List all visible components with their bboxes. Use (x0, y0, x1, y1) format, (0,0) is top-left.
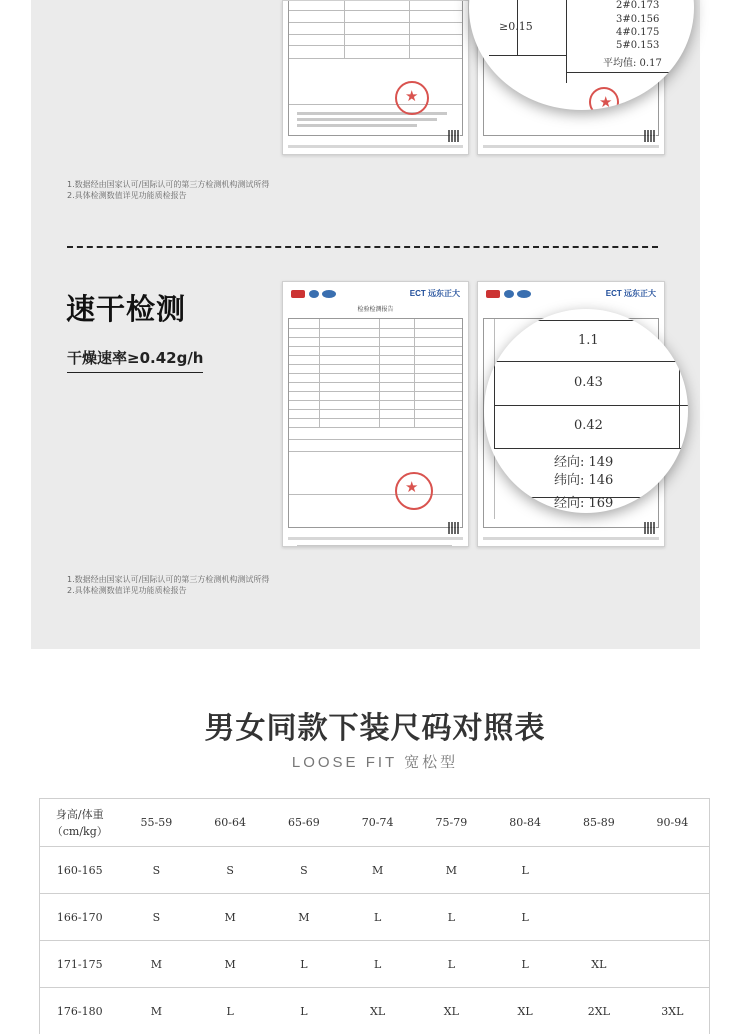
qr-code-icon (448, 522, 460, 534)
result-value-3: 0.42 (574, 418, 603, 433)
size-cell: XL (488, 988, 562, 1034)
weight-header: 60-64 (193, 799, 267, 847)
section-divider (67, 246, 658, 248)
cma-logo-icon (291, 290, 305, 298)
height-cell: 171-175 (40, 941, 120, 988)
ilac-logo-icon (322, 290, 336, 298)
size-cell: L (488, 894, 562, 941)
size-cell: L (341, 894, 415, 941)
size-cell: L (488, 847, 562, 894)
height-cell: 160-165 (40, 847, 120, 894)
size-cell (636, 941, 710, 988)
size-cell (636, 847, 710, 894)
size-cell: XL (341, 988, 415, 1034)
size-cell: M (120, 988, 194, 1034)
size-cell: 2XL (562, 988, 636, 1034)
height-cell: 166-170 (40, 894, 120, 941)
test-notes-quickdry: 1.数据经由国家认可/国际认可的第三方检测机构测试所得 2.具体检测数值详见功能质检报告 (67, 575, 270, 595)
size-cell: M (267, 894, 341, 941)
red-seal-stamp (395, 472, 433, 510)
report-heading: 检验检测报告 (357, 306, 394, 313)
size-cell (562, 894, 636, 941)
table-row (40, 894, 710, 941)
size-cell: L (267, 941, 341, 988)
size-chart-title: 男女同款下装尺码对照表 (204, 711, 546, 746)
table-row (40, 941, 710, 988)
size-chart-header-row (40, 799, 710, 847)
result-value-2: 0.43 (574, 375, 603, 390)
table-row (40, 847, 710, 894)
size-cell: XL (562, 941, 636, 988)
report-sheet-left-top (282, 0, 469, 155)
size-cell: L (267, 988, 341, 1034)
weight-header: 75-79 (415, 799, 489, 847)
size-cell: L (415, 941, 489, 988)
qr-code-icon (644, 522, 656, 534)
sample-value-4: 4#0.175 (616, 27, 660, 38)
sample-value-2: 2#0.173 (616, 0, 660, 11)
size-cell: S (193, 847, 267, 894)
size-cell: S (267, 847, 341, 894)
height-cell: 176-180 (40, 988, 120, 1034)
size-cell: L (193, 988, 267, 1034)
size-chart-corner: 身高/体重 （cm/kg） (40, 799, 120, 847)
average-value: 平均值: 0.17 (603, 58, 662, 69)
weight-header: 90-94 (636, 799, 710, 847)
weight-header: 80-84 (488, 799, 562, 847)
size-cell: M (341, 847, 415, 894)
size-cell (636, 894, 710, 941)
weight-header: 65-69 (267, 799, 341, 847)
ilac-logo-icon (517, 290, 531, 298)
size-cell: M (193, 894, 267, 941)
size-cell (562, 847, 636, 894)
cma-logo-icon (486, 290, 500, 298)
warp-value-cut: 经向: 169 (554, 496, 614, 511)
weft-value: 纬向: 146 (554, 473, 614, 488)
lab-logo: ECT 远东正大 (605, 289, 656, 298)
qr-code-icon (448, 130, 460, 142)
cnas-logo-icon (309, 290, 319, 298)
qr-code-icon (644, 130, 656, 142)
size-cell: 3XL (636, 988, 710, 1034)
table-row (40, 988, 710, 1034)
size-cell: M (415, 847, 489, 894)
lab-logo: ECT 远东正大 (409, 289, 460, 298)
warp-value: 经向: 149 (554, 455, 614, 470)
weight-header: 85-89 (562, 799, 636, 847)
magnifier-result-quickdry (484, 309, 688, 513)
drying-rate-label: 干燥速率≥0.42g/h (67, 347, 203, 373)
size-chart-subtitle: LOOSE FIT 宽松型 (291, 754, 459, 771)
size-cell: M (193, 941, 267, 988)
sample-value-3: 3#0.156 (616, 14, 660, 25)
quick-dry-title: 速干检测 (66, 292, 187, 326)
size-cell: S (120, 894, 194, 941)
cnas-logo-icon (504, 290, 514, 298)
size-cell: L (415, 894, 489, 941)
size-cell: L (341, 941, 415, 988)
report-sheet-left-quickdry (282, 281, 469, 547)
size-chart-table (39, 798, 710, 1034)
test-notes-top: 1.数据经由国家认可/国际认可的第三方检测机构测试所得 2.具体检测数值详见功能质检报告 (67, 180, 270, 200)
result-value-1: 1.1 (578, 333, 599, 348)
requirement-value: ≥0.15 (499, 20, 533, 33)
red-seal-stamp (395, 81, 429, 115)
size-cell: L (488, 941, 562, 988)
size-cell: S (120, 847, 194, 894)
sample-value-5: 5#0.153 (616, 40, 660, 51)
size-cell: XL (415, 988, 489, 1034)
size-cell: M (120, 941, 194, 988)
weight-header: 70-74 (341, 799, 415, 847)
weight-header: 55-59 (120, 799, 194, 847)
